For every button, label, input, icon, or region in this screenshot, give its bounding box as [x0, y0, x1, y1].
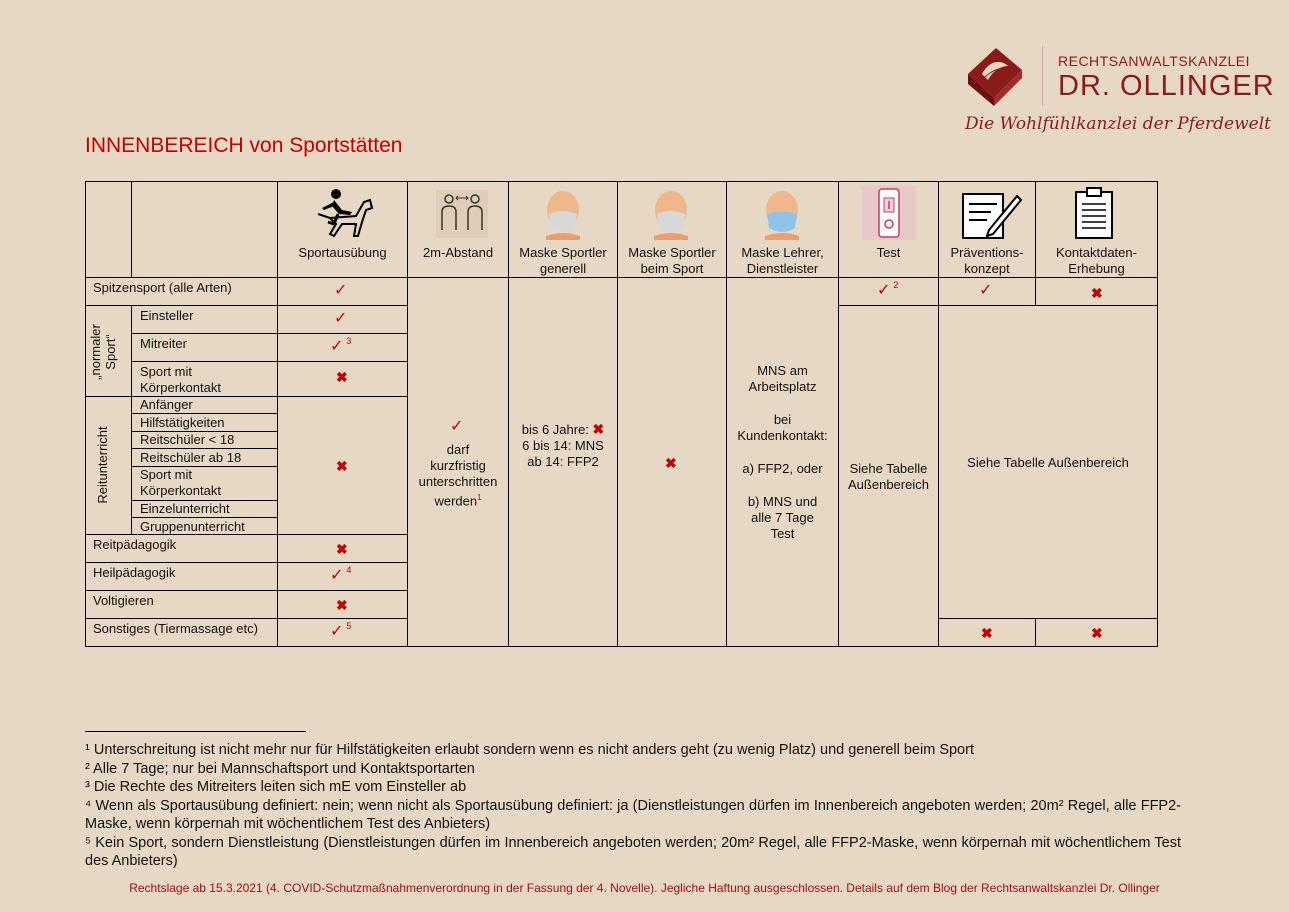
mask-general-text: bis 6 Jahre: ✖ 6 bis 14: MNS ab 14: FFP2	[521, 421, 605, 469]
footnote-4: ⁴ Wenn als Sportausübung definiert: nein; wenn nicht als Sportausübung definiert: ja (Dienstleistungen dürfen im Innenbereich angeboten werden; 20m² Regel, alle FFP2-Maske, wenn körpernah mit wöchentlichem Test des Anbieters)	[85, 798, 1181, 832]
col-test: Test	[876, 245, 901, 260]
row-reitpaedagogik: Reitpädagogik	[93, 537, 177, 552]
row-einsteller: Einsteller	[140, 308, 194, 323]
check-icon: ✓	[450, 418, 464, 435]
col-mask-teacher: Maske Lehrer, Dienstleister	[741, 245, 824, 276]
group-normaler-sport: „normaler Sport“	[88, 324, 118, 380]
row-reit-koerperkontakt: Sport mit Körperkontakt	[140, 467, 221, 498]
distance-text: darf kurzfristig unterschritten werden$^1$	[418, 442, 498, 509]
footnote-3: ³ Die Rechte des Mitreiters leiten sich mE vom Einsteller ab	[85, 779, 467, 795]
check-icon: ✓	[979, 282, 993, 299]
mask-person-icon	[652, 190, 690, 240]
cross-icon: ✖	[592, 421, 605, 437]
test-text: Siehe Tabelle Außenbereich	[848, 461, 929, 492]
row-heilpaedagogik: Heilpädagogik	[93, 565, 176, 580]
mask-person-blue-icon	[763, 190, 801, 240]
check-icon: ✓	[334, 282, 348, 299]
row-einzelunterricht: Einzelunterricht	[140, 501, 230, 516]
check-icon: ✓	[334, 310, 348, 327]
cross-icon: ✖	[1091, 285, 1103, 301]
row-gruppenunterricht: Gruppenunterricht	[140, 519, 245, 534]
cross-icon: ✖	[1091, 625, 1103, 641]
cross-icon: ✖	[336, 597, 348, 613]
cross-icon: ✖	[336, 541, 348, 557]
col-distance: 2m-Abstand	[422, 245, 494, 260]
row-spitzensport: Spitzensport (alle Arten)	[93, 280, 232, 295]
check-icon: ✓ $^2$	[877, 280, 899, 299]
mask-person-icon	[544, 190, 582, 240]
row-mitreiter: Mitreiter	[140, 336, 187, 351]
distance-people-icon	[436, 190, 488, 238]
row-voltigieren: Voltigieren	[93, 593, 154, 608]
col-contact: Kontaktdaten- Erhebung	[1056, 245, 1137, 276]
cross-icon: ✖	[336, 458, 348, 474]
cross-icon: ✖	[336, 369, 348, 385]
logo-name: DR. OLLINGER	[1058, 70, 1275, 102]
cross-icon: ✖	[665, 455, 677, 471]
footnote-2: ² Alle 7 Tage; nur bei Mannschaftsport und Kontaktsportarten	[85, 761, 475, 777]
col-prevention: Präventions- konzept	[950, 245, 1024, 276]
notepad-pen-icon	[961, 190, 1023, 240]
row-koerperkontakt: Sport mit Körperkontakt	[140, 364, 221, 395]
teacher-text: MNS am Arbeitsplatz bei Kundenkontakt: a) FFP2, oder b) MNS und alle 7 Tage Test	[737, 363, 828, 541]
cross-icon: ✖	[981, 625, 993, 641]
row-reitschueler-u18: Reitschüler < 18	[140, 432, 235, 447]
footnote-5: ⁵ Kein Sport, sondern Dienstleistung (Dienstleistungen dürfen im Innenbereich angeboten werden; 20m² Regel, alle FFP2-Maske, wenn körpernah mit wöchentlichem Test des Anbieters)	[85, 835, 1181, 869]
check-icon: ✓ $^3$	[330, 336, 352, 355]
prevention-text: Siehe Tabelle Außenbereich	[967, 455, 1129, 470]
logo-slogan: Die Wohlfühlkanzlei der Pferdewelt	[965, 114, 1271, 134]
rider-icon	[312, 188, 376, 240]
col-sport: Sportausübung	[298, 245, 387, 260]
group-reitunterricht: Reitunterricht	[95, 426, 110, 504]
legal-footer: Rechtslage ab 15.3.2021 (4. COVID-Schutzmaßnahmenverordnung in der Fassung der 4. Novelle). Jegliche Haftung ausgeschlossen. Details auf dem Blog der Rechtsanwaltskanzlei Dr. Ollinger	[129, 881, 1160, 895]
page-title: INNENBEREICH von Sportstätten	[85, 134, 403, 157]
col-mask-general: Maske Sportler generell	[519, 245, 607, 276]
row-hilfstaetigkeiten: Hilfstätigkeiten	[140, 415, 225, 430]
clipboard-icon	[1074, 186, 1114, 240]
row-reitschueler-ab18: Reitschüler ab 18	[140, 450, 242, 465]
row-sonstiges: Sonstiges (Tiermassage etc)	[93, 621, 258, 636]
footnote-divider	[85, 731, 306, 732]
check-icon: ✓ $^5$	[330, 621, 352, 640]
col-mask-sport: Maske Sportler beim Sport	[628, 245, 716, 276]
row-anfaenger: Anfänger	[140, 397, 193, 412]
test-kit-icon	[862, 186, 916, 240]
check-icon: ✓ $^4$	[330, 565, 352, 584]
logo-firm: RECHTSANWALTSKANZLEI	[1058, 53, 1251, 69]
footnote-1: ¹ Unterschreitung ist nicht mehr nur für Hilfstätigkeiten erlaubt sondern wenn es nicht anders geht (zu wenig Platz) und generell beim Sport	[85, 742, 974, 758]
